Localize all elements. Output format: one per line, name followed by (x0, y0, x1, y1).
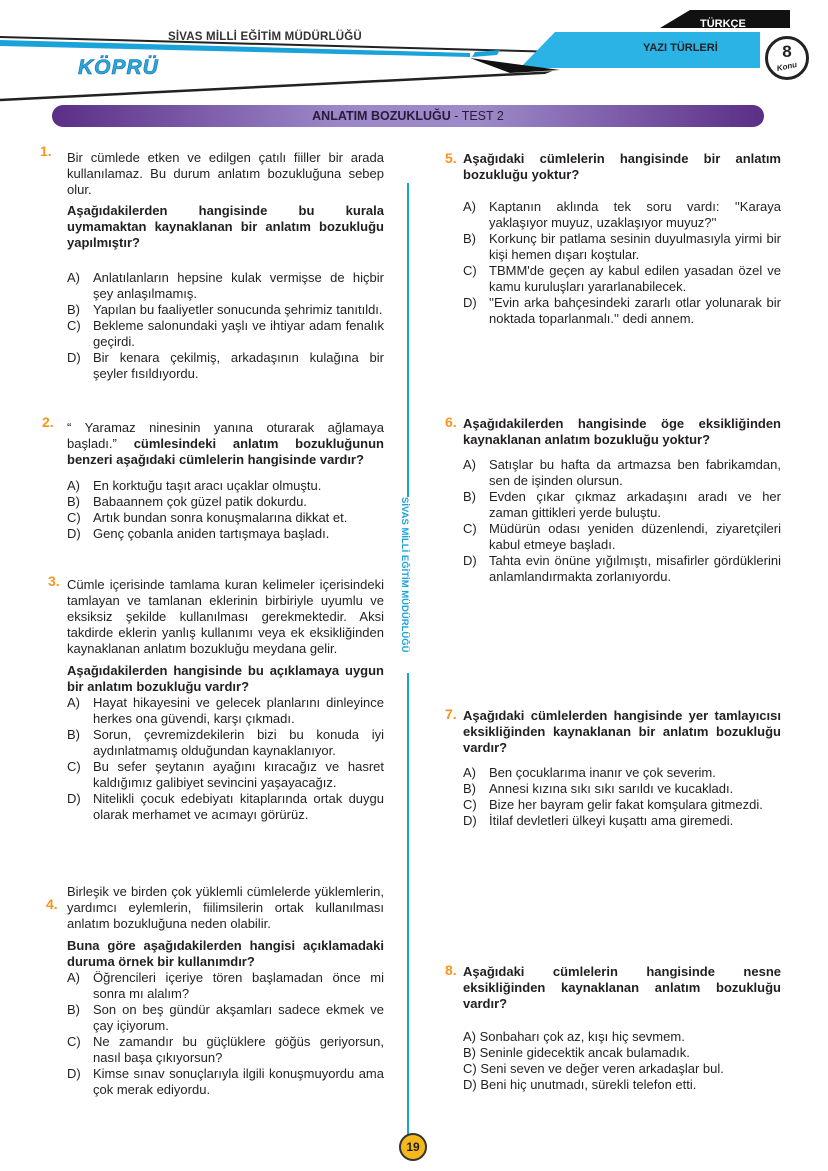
q6-number: 6. (445, 414, 457, 430)
page-number: 19 (399, 1133, 427, 1161)
q4-number: 4. (46, 896, 58, 912)
q4-options (67, 970, 384, 1098)
org-name: SİVAS MİLLİ EĞİTİM MÜDÜRLÜĞÜ (168, 31, 362, 43)
q8-number: 8. (445, 962, 457, 978)
section-banner (52, 105, 764, 127)
q1-options (67, 270, 384, 382)
q5-number: 5. (445, 150, 457, 166)
q2-number: 2. (42, 414, 54, 430)
q1-option-c[interactable]: C) Bekleme salonundaki yaşlı ve ihtiyar adam fenalık geçirdi. (67, 318, 384, 349)
q4-option-a[interactable]: A) Öğrencileri içeriye tören başlamadan önce mi sonra mı alalım? (67, 970, 384, 1001)
konu-label: Konu (775, 59, 798, 74)
q3-prompt: Aşağıdakilerden hangisinde bu açıklamaya uygun bir anlatım bozukluğu vardır? (67, 663, 384, 694)
q4-option-b[interactable]: B) Son on beş gündür akşamları sadece ekmek ve çay içiyorum. (67, 1002, 384, 1033)
q8-option-b[interactable]: B) Seninle gidecektik ancak bulamadık. (463, 1045, 690, 1060)
q1-option-d[interactable]: D) Bir kenara çekilmiş, arkadaşının kulağına bir şeyler fısıldıyordu. (67, 350, 384, 381)
q6-option-d[interactable]: D) Tahta evin önüne yığılmıştı, misafirler gördüklerini anlamlandırmakta zorlanıyordu. (463, 553, 781, 584)
q1-option-a[interactable]: A) Anlatılanların hepsine kulak vermişse de hiçbir şey anlaşılmamış. (67, 270, 384, 301)
q5-prompt: Aşağıdaki cümlelerin hangisinde bir anlatım bozukluğu yoktur? (463, 151, 781, 182)
q3-option-d[interactable]: D) Nitelikli çocuk edebiyatı kitaplarında ortak duygu olarak merhamet ve acımayı görürüz. (67, 791, 384, 822)
subject-label: TÜRKÇE (700, 18, 746, 30)
q4-stem: Birleşik ve birden çok yüklemli cümlelerde yüklemlerin, yardımcı eylemlerin, fiilimsilerin ortak kullanılması anlatım bozukluğuna neden olabilir. (67, 884, 384, 931)
q8-prompt: Aşağıdaki cümlelerin hangisinde nesne eksikliğinden kaynaklanan anlatım bozukluğu vardır? (463, 964, 781, 1011)
question-3 (67, 577, 384, 823)
q7-prompt: Aşağıdaki cümlelerden hangisinde yer tamlayıcısı eksikliğinden kaynaklanan bir anlatım bozukluğu vardır? (463, 708, 781, 755)
q3-options (67, 695, 384, 823)
q1-option-b[interactable]: B) Yapılan bu faaliyetler sonucunda şehrimiz tanıtıldı. (67, 302, 383, 317)
q7-option-b[interactable]: B) Annesi kızına sıkı sıkı sarıldı ve kucakladı. (463, 781, 734, 796)
kopru-logo: KÖPRÜ (78, 56, 159, 79)
question-5 (463, 151, 781, 327)
konu-number: 8 (782, 42, 792, 61)
question-6 (463, 416, 781, 585)
q2-option-b[interactable]: B) Babaannem çok güzel patik dokurdu. (67, 494, 307, 509)
q1-stem: Bir cümlede etken ve edilgen çatılı fiiller bir arada kullanılamaz. Bu durum anlatım bozukluğuna sebep olur. (67, 150, 384, 197)
q2-option-d[interactable]: D) Genç çobanla aniden tartışmaya başladı. (67, 526, 330, 541)
q6-prompt: Aşağıdakilerden hangisinde öge eksikliğinden kaynaklanan anlatım bozukluğu yoktur? (463, 416, 781, 447)
q7-option-d[interactable]: D) İtilaf devletleri ülkeyi kuşattı ama giremedi. (463, 813, 734, 828)
q6-option-c[interactable]: C) Müdürün odası yeniden düzenlendi, ziyaretçileri kabul etmeye başladı. (463, 521, 781, 552)
q8-option-c[interactable]: C) Seni seven ve değer veren arkadaşlar bul. (463, 1061, 724, 1076)
q5-option-a[interactable]: A) Kaptanın aklında tek soru vardı: ''Karaya yaklaşıyor muyuz, uzaklaşıyor muyuz?'' (463, 199, 781, 230)
q3-number: 3. (48, 573, 60, 589)
q3-stem: Cümle içerisinde tamlama kuran kelimeler içerisindeki tamlayan ve tamlanan eklerinin birbiriyle uyumlu ve eksiksiz şekilde kullanılması gerekmektedir. Aksi takdirde eklerin yanlış kullanımı veya ek eksikliğinden kaynaklanan anlatım bozukluğu meydana gelir. (67, 577, 384, 656)
q5-option-d[interactable]: D) ''Evin arka bahçesindeki zararlı otlar yolunarak bir noktada toparlanmalı.'' dedi annem. (463, 295, 781, 326)
question-1 (67, 150, 384, 382)
q6-option-b[interactable]: B) Evden çıkar çıkmaz arkadaşını aradı ve her zaman gittikleri yerde buluştu. (463, 489, 781, 520)
q2-options (67, 478, 384, 542)
question-2 (67, 420, 384, 542)
q3-option-b[interactable]: B) Sorun, çevremizdekilerin bizi bu konuda iyi aydınlatmamış olduğundan kaynaklanıyor. (67, 727, 384, 758)
q7-number: 7. (445, 706, 457, 722)
konu-badge (765, 36, 809, 80)
topic-type-label: YAZI TÜRLERİ (643, 42, 718, 54)
question-4 (67, 884, 384, 1098)
question-7 (463, 708, 781, 829)
q2-option-c[interactable]: C) Artık bundan sonra konuşmalarına dikkat et. (67, 510, 348, 525)
q7-option-c[interactable]: C) Bize her bayram gelir fakat komşulara gitmezdi. (463, 797, 763, 812)
side-org-text: SİVAS MİLLİ EĞİTİM MÜDÜRLÜĞÜ (399, 497, 410, 653)
q6-option-a[interactable]: A) Satışlar bu hafta da artmazsa ben fabrikamdan, sen de işinden olursun. (463, 457, 781, 488)
q7-option-a[interactable]: A) Ben çocuklarıma inanır ve çok severim. (463, 765, 716, 780)
q5-option-b[interactable]: B) Korkunç bir patlama sesinin duyulmasıyla yirmi bir kişi hemen dışarı koştular. (463, 231, 781, 262)
banner-title: ANLATIM BOZUKLUĞU (312, 109, 451, 123)
q5-option-c[interactable]: C) TBMM'de geçen ay kabul edilen yasadan özel ve kamu kuruluşları yararlanabilecek. (463, 263, 781, 294)
q1-number: 1. (40, 143, 52, 159)
q5-options (463, 199, 781, 327)
banner-test: - TEST 2 (454, 109, 504, 123)
question-8 (463, 964, 781, 1093)
header-graphics (0, 0, 828, 110)
q8-option-a[interactable]: A) Sonbaharı çok az, kışı hiç sevmem. (463, 1029, 685, 1044)
q2-prompt: cümlesindeki anlatım bozukluğunun benzeri aşağıdaki cümlelerin hangisinde vardır? (67, 436, 384, 467)
q7-options (463, 765, 781, 829)
q6-options (463, 457, 781, 585)
q2-option-a[interactable]: A) En korktuğu taşıt aracı uçaklar olmuştu. (67, 478, 322, 493)
q4-option-c[interactable]: C) Ne zamandır bu güçlüklere göğüs geriyorsun, nasıl başa çıkıyorsun? (67, 1034, 384, 1065)
q1-prompt: Aşağıdakilerden hangisinde bu kurala uymamaktan kaynaklanan bir anlatım bozukluğu yapılmıştır? (67, 203, 384, 250)
q3-option-c[interactable]: C) Bu sefer şeytanın ayağını kıracağız ve hasret kaldığımız galibiyet sevincini yaşayacağız. (67, 759, 384, 790)
q3-option-a[interactable]: A) Hayat hikayesini ve gelecek planlarını dinleyince herkes ona güvendi, karşı çıkmadı. (67, 695, 384, 726)
q4-prompt: Buna göre aşağıdakilerden hangisi açıklamadaki duruma örnek bir kullanımdır? (67, 938, 384, 969)
q8-option-d[interactable]: D) Beni hiç unutmadı, sürekli telefon etti. (463, 1077, 697, 1092)
q8-options (463, 1029, 781, 1093)
q4-option-d[interactable]: D) Kimse sınav sonuçlarıyla ilgili konuşmuyordu ama çok merak ediyordu. (67, 1066, 384, 1097)
q2-quote: “ Yaramaz ninesinin yanına oturarak ağlamaya başladı.” (67, 420, 384, 451)
